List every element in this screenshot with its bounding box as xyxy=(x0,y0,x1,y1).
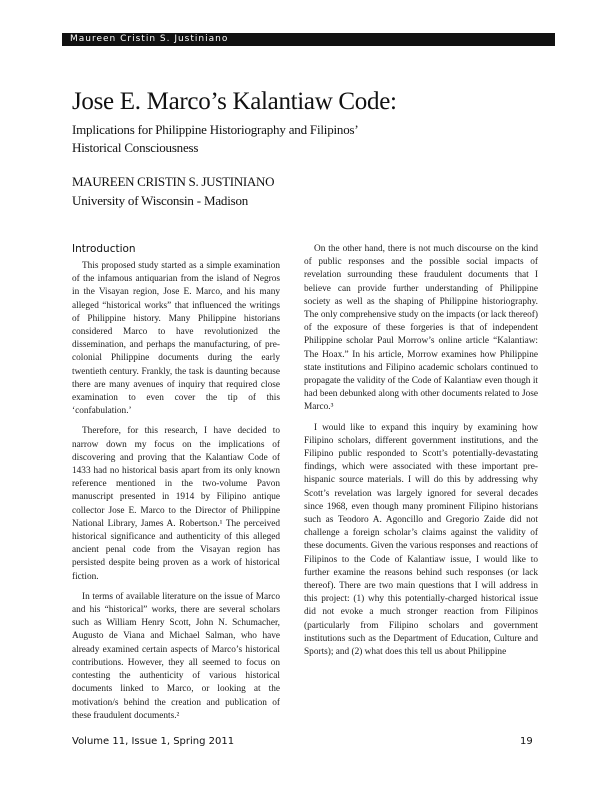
section-heading-introduction: Introduction xyxy=(72,243,136,255)
footer-issue: Volume 11, Issue 1, Spring 2011 xyxy=(72,736,235,747)
body-paragraph: In terms of available literature on the issue of Marco and his “historical” works, there are several scholars such as William Henry Scott, John N. Schumacher, Augusto de Viana and Michael Salman, who have already examined certain aspects of Marco’s historical contributions. However, they all seemed to focus on contesting the authenticity of various historical documents linked to Marco, or looking at the motivation/s behind the creation and publication of these fraudulent documents.² xyxy=(72,591,280,721)
article-title: Jose E. Marco’s Kalantiaw Code: xyxy=(72,88,397,115)
body-paragraph: This proposed study started as a simple examination of the infamous antiquarian from the island of Negros in the Visayan region, Jose E. Marco, and his many alleged “historical works” that influenced the writings of Philippine history. Many Philippine historians considered Marco to have revolutionized the dissemination, and perhaps the manufacturing, of pre-colonial Philippine documents during the early twentieth century. Frankly, the task is daunting because there are many avenues of inquiry that required close examination to even cover the tip of this ‘confabulation.’ xyxy=(72,261,280,417)
left-column xyxy=(72,241,280,730)
author-affiliation: University of Wisconsin - Madison xyxy=(72,193,249,208)
body-paragraph: I would like to expand this inquiry by examining how Filipino scholars, different government institutions, and the Filipino public responded to Scott’s potentially-devastating findings, which were associated with these important pre-hispanic source materials. I will do this by addressing why Scott’s revelation was largely ignored for several decades since 1968, even though many prominent Filipino historians such as Teodoro A. Agoncillo and Gregorio Zaide did not challenge a foreign scholar’s claims against the validity of these documents. Given the various responses and reactions of Filipinos to the Code of Kalantiaw issue, I would like to further examine the reasons behind such responses (or lack thereof). There are two main questions that I will address in this project: (1) why this potentially-charged historical issue did not evoke a much stronger reaction from Filipinos (particularly from Filipino scholars and government institutions such as the Department of Education, Culture and Sports); and (2) what does this tell us about Philippine xyxy=(304,422,538,658)
running-header xyxy=(62,33,555,46)
page-number: 19 xyxy=(520,736,533,747)
right-column xyxy=(304,243,538,666)
article-subtitle: Implications for Philippine Historiography and Filipinos’ Historical Consciousness xyxy=(72,122,358,155)
body-paragraph: On the other hand, there is not much discourse on the kind of public responses and the possible social impacts of revelation surrounding these fraudulent documents that I believe can provide further understanding of Philippine society as well as the shaping of Philippine historiography. The only comprehensive study on the impacts (or lack thereof) of the exposure of these forgeries is that of independent Philippine scholar Paul Morrow’s online article “Kalantiaw: The Hoax.” In his article, Morrow examines how Philippine state institutions and Filipino academic scholars continued to propagate the validity of the Code of Kalantiaw even though it had been debunked along with other documents related to Jose Marco.³ xyxy=(304,244,538,413)
running-author: Maureen Cristin S. Justiniano xyxy=(70,34,229,44)
author-name: MAUREEN CRISTIN S. JUSTINIANO xyxy=(72,174,275,189)
body-paragraph: Therefore, for this research, I have decided to narrow down my focus on the implications of discovering and proving that the Kalantiaw Code of 1433 had no historical basis apart from its only known reference mentioned in the two-volume Pavon manuscript presented in 1914 by Filipino antique collector Jose E. Marco to the Director of Philippine National Library, James A. Robertson.¹ The perceived historical significance and authenticity of this alleged ancient penal code from the Visayan region has persisted despite being proven as a work of historical fiction. xyxy=(72,426,280,582)
